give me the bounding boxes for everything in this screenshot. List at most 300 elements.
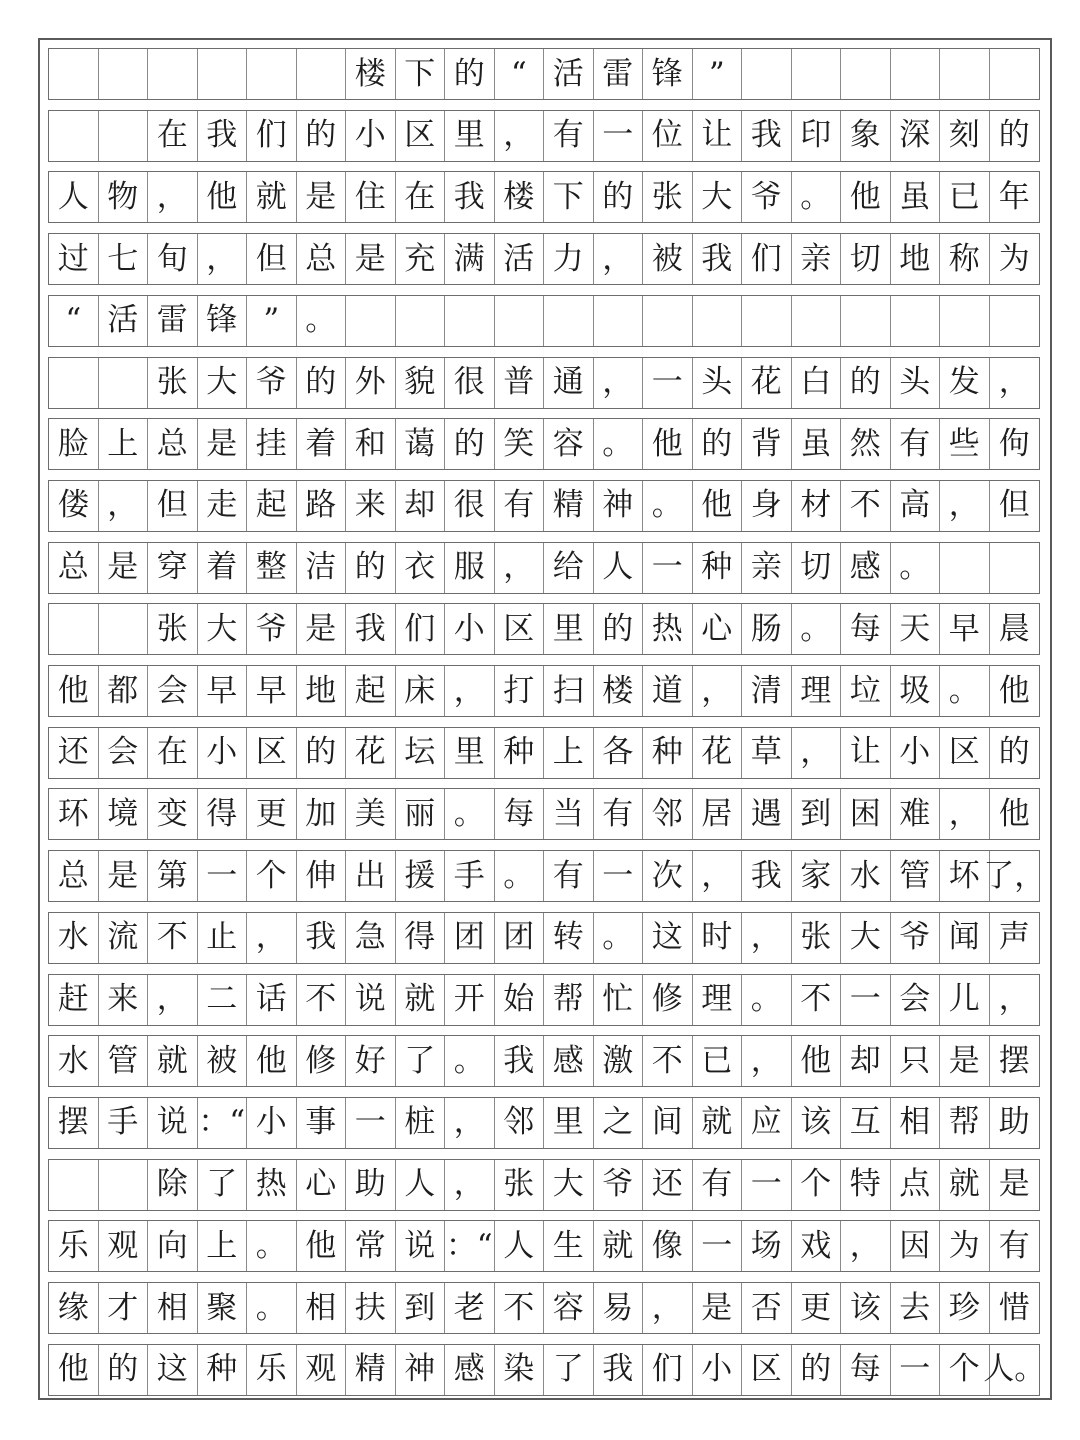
grid-cell: 相 [297, 1283, 347, 1333]
grid-cell: 他 [49, 666, 99, 716]
grid-cell: 区 [247, 728, 297, 778]
grid-cell: 有 [693, 1160, 743, 1210]
grid-cell [792, 49, 842, 99]
grid-cell: ” [693, 49, 743, 99]
grid-cell: ：“ [198, 1098, 248, 1148]
grid-cell: 遇 [742, 789, 792, 839]
grid-cell [396, 296, 446, 346]
grid-cell: 张 [643, 172, 693, 222]
grid-cell: 年 [998, 178, 1030, 215]
grid-cell: 团 [495, 913, 545, 963]
grid-cell: 水 [49, 913, 99, 963]
grid-cell: 二 [198, 975, 248, 1025]
grid-cell: 总 [49, 851, 99, 901]
grid-cell: ， [594, 358, 644, 408]
grid-cell: 背 [742, 419, 792, 469]
grid-cell: 容 [544, 419, 594, 469]
grid-cell: 每 [495, 789, 545, 839]
grid-cell: 花 [346, 728, 396, 778]
grid-cell: 区 [396, 111, 446, 161]
grid-cell [594, 296, 644, 346]
grid-cell: 楼 [346, 49, 396, 99]
grid-cell: 他 [643, 419, 693, 469]
grid-cell: 好 [346, 1036, 396, 1086]
grid-cell: ， [198, 234, 248, 284]
grid-cell [742, 296, 792, 346]
grid-cell: 流 [99, 913, 149, 963]
grid-cell: 。 [792, 172, 842, 222]
grid-cell: 是 [998, 1166, 1030, 1203]
grid-cell: 乐 [49, 1221, 99, 1271]
grid-cell: 很 [445, 358, 495, 408]
grid-cell: 到 [792, 789, 842, 839]
grid-cell: 摆 [998, 1042, 1030, 1079]
grid-cell: ， [495, 543, 545, 593]
grid-cell: 易 [594, 1283, 644, 1333]
grid-cell: 蔼 [396, 419, 446, 469]
grid-cell: 人 [49, 172, 99, 222]
grid-cell: 一 [891, 1345, 941, 1395]
grid-cell: ， [693, 851, 743, 901]
grid-cell: 聚 [198, 1283, 248, 1333]
grid-cell: 珍 [940, 1283, 990, 1333]
grid-cell: 热 [247, 1160, 297, 1210]
grid-cell: 身 [742, 481, 792, 531]
grid-cell: 外 [346, 358, 396, 408]
grid-cell: 有 [544, 111, 594, 161]
grid-cell: 之 [594, 1098, 644, 1148]
grid-cell: 虽 [792, 419, 842, 469]
grid-cell: 床 [396, 666, 446, 716]
grid-cell: 。 [495, 851, 545, 901]
grid-cell: 的 [693, 419, 743, 469]
grid-cell: 一 [841, 975, 891, 1025]
grid-cell [346, 296, 396, 346]
grid-cell: 种 [693, 543, 743, 593]
grid-cell: 境 [99, 789, 149, 839]
grid-cell: 起 [247, 481, 297, 531]
grid-cell: 着 [198, 543, 248, 593]
grid-cell: 爷 [247, 604, 297, 654]
grid-cell: 路 [297, 481, 347, 531]
grid-cell: ， [998, 364, 1030, 400]
grid-cell: 早 [940, 604, 990, 654]
grid-cell: 会 [891, 975, 941, 1025]
grid-cell: 说 [346, 975, 396, 1025]
grid-cell: 洁 [297, 543, 347, 593]
grid-cell: 笑 [495, 419, 545, 469]
grid-cell: 摆 [49, 1098, 99, 1148]
grid-cell: 普 [495, 358, 545, 408]
grid-cell: 一 [693, 1221, 743, 1271]
grid-cell: 各 [594, 728, 644, 778]
grid-cell: 困 [841, 789, 891, 839]
grid-cell: 修 [643, 975, 693, 1025]
grid-cell: 助 [346, 1160, 396, 1210]
grid-cell: 们 [396, 604, 446, 654]
grid-cell: 坛 [396, 728, 446, 778]
grid-cell [742, 49, 792, 99]
grid-cell: 就 [247, 172, 297, 222]
grid-cell: 才 [99, 1283, 149, 1333]
grid-cell: 事 [297, 1098, 347, 1148]
grid-cell [148, 49, 198, 99]
grid-cell: 就 [594, 1221, 644, 1271]
grid-cell: 满 [445, 234, 495, 284]
grid-cell: 位 [643, 111, 693, 161]
grid-cell: 楼 [495, 172, 545, 222]
grid-cell: 切 [792, 543, 842, 593]
grid-cell: 大 [693, 172, 743, 222]
grid-cell: 材 [792, 481, 842, 531]
grid-cell: 更 [247, 789, 297, 839]
grid-cell: 援 [396, 851, 446, 901]
grid-cell: 赶 [49, 975, 99, 1025]
grid-cell: 在 [148, 728, 198, 778]
grid-cell: 的 [594, 172, 644, 222]
grid-cell: ， [445, 666, 495, 716]
grid-cell: 一 [643, 543, 693, 593]
grid-cell [544, 296, 594, 346]
grid-cell [990, 543, 1040, 593]
grid-cell: 到 [396, 1283, 446, 1333]
grid-cell: 神 [594, 481, 644, 531]
grid-cell: 人 [495, 1221, 545, 1271]
grid-cell: 我 [693, 234, 743, 284]
grid-cell: 感 [841, 543, 891, 593]
grid-row [48, 171, 1040, 223]
grid-cell: 被 [643, 234, 693, 284]
grid-cell: 区 [940, 728, 990, 778]
grid-cell: 我 [742, 851, 792, 901]
grid-cell: 一 [742, 1160, 792, 1210]
grid-cell: 。 [594, 419, 644, 469]
grid-cell: 称 [940, 234, 990, 284]
grid-cell: 我 [346, 604, 396, 654]
grid-cell: 说 [148, 1098, 198, 1148]
grid-cell: 除 [148, 1160, 198, 1210]
grid-cell: 闻 [940, 913, 990, 963]
grid-cell: 修 [297, 1036, 347, 1086]
grid-cell: ” [247, 296, 297, 346]
grid-cell: 。 [891, 543, 941, 593]
grid-cell: 一 [594, 851, 644, 901]
grid-cell: “ [49, 296, 99, 346]
grid-cell: 天 [891, 604, 941, 654]
grid-cell [693, 296, 743, 346]
grid-cell: 象 [841, 111, 891, 161]
grid-cell: 是 [297, 172, 347, 222]
grid-cell: ， [148, 172, 198, 222]
grid-cell: 道 [643, 666, 693, 716]
grid-cell [495, 296, 545, 346]
grid-cell: 大 [544, 1160, 594, 1210]
grid-cell [247, 49, 297, 99]
grid-cell: 激 [594, 1036, 644, 1086]
grid-cell: 他 [297, 1221, 347, 1271]
grid-cell: 区 [742, 1345, 792, 1395]
grid-cell: 居 [693, 789, 743, 839]
grid-cell: 小 [891, 728, 941, 778]
grid-cell [49, 604, 99, 654]
grid-cell: 让 [693, 111, 743, 161]
grid-cell: 是 [940, 1036, 990, 1086]
grid-row [48, 1344, 1046, 1396]
grid-cell: 来 [346, 481, 396, 531]
grid-cell: 相 [891, 1098, 941, 1148]
grid-cell: 邻 [643, 789, 693, 839]
grid-row [48, 295, 1040, 347]
grid-cell: 有 [544, 851, 594, 901]
grid-cell: 垃 [841, 666, 891, 716]
grid-cell: ， [940, 481, 990, 531]
grid-cell: 儿 [940, 975, 990, 1025]
grid-cell: 就 [940, 1160, 990, 1210]
grid-cell: 整 [247, 543, 297, 593]
grid-cell: 七 [99, 234, 149, 284]
grid-cell: 却 [396, 481, 446, 531]
grid-cell: 还 [643, 1160, 693, 1210]
grid-cell: ， [841, 1221, 891, 1271]
grid-cell: 锋 [198, 296, 248, 346]
grid-cell: 为 [940, 1221, 990, 1271]
grid-cell: 但 [148, 481, 198, 531]
grid-cell [99, 358, 149, 408]
grid-cell: 但 [998, 487, 1030, 524]
grid-cell: 忙 [594, 975, 644, 1025]
grid-cell: 扶 [346, 1283, 396, 1333]
grid-cell: 些 [940, 419, 990, 469]
grid-cell: 们 [247, 111, 297, 161]
grid-cell: 不 [148, 913, 198, 963]
grid-cell: 理 [693, 975, 743, 1025]
grid-cell [297, 49, 347, 99]
grid-cell: 我 [594, 1345, 644, 1395]
grid-cell: 环 [49, 789, 99, 839]
grid-cell: 一 [643, 358, 693, 408]
grid-cell: 总 [148, 419, 198, 469]
grid-cell: 一 [346, 1098, 396, 1148]
grid-cell: 圾 [891, 666, 941, 716]
grid-cell: 心 [693, 604, 743, 654]
grid-cell: 地 [297, 666, 347, 716]
grid-cell: 头 [891, 358, 941, 408]
grid-cell: 他 [998, 672, 1030, 709]
grid-row [48, 480, 1040, 532]
grid-cell: 爷 [594, 1160, 644, 1210]
grid-cell: 着 [297, 419, 347, 469]
grid-cell: 偻 [49, 481, 99, 531]
grid-cell: 的 [998, 117, 1030, 154]
grid-row [48, 1220, 1040, 1272]
grid-row [48, 788, 1040, 840]
grid-cell [990, 49, 1040, 99]
grid-cell [940, 49, 990, 99]
grid-cell: 缘 [49, 1283, 99, 1333]
grid-cell: 开 [445, 975, 495, 1025]
grid-cell: 印 [792, 111, 842, 161]
grid-cell [891, 49, 941, 99]
grid-cell: ， [998, 981, 1030, 1017]
grid-cell: 清 [742, 666, 792, 716]
grid-cell [49, 111, 99, 161]
grid-cell: 总 [49, 543, 99, 593]
grid-cell: 楼 [594, 666, 644, 716]
grid-cell: 个 [940, 1345, 990, 1395]
grid-cell: 是 [346, 234, 396, 284]
grid-cell: 起 [346, 666, 396, 716]
grid-cell: 很 [445, 481, 495, 531]
grid-cell: 他 [693, 481, 743, 531]
grid-cell: 小 [198, 728, 248, 778]
grid-cell: 容 [544, 1283, 594, 1333]
grid-cell: 了， [983, 857, 1046, 894]
grid-cell: 不 [841, 481, 891, 531]
grid-cell: 们 [742, 234, 792, 284]
grid-row [48, 912, 1040, 964]
grid-cell: 活 [495, 234, 545, 284]
grid-cell: 张 [148, 604, 198, 654]
grid-cell: ， [643, 1283, 693, 1333]
grid-cell: 爷 [891, 913, 941, 963]
grid-cell: 晨 [998, 610, 1030, 647]
grid-cell: 手 [445, 851, 495, 901]
grid-cell: 急 [346, 913, 396, 963]
grid-cell: 有 [594, 789, 644, 839]
grid-cell: 第 [148, 851, 198, 901]
grid-cell: 伸 [297, 851, 347, 901]
grid-cell: 坏 [940, 851, 990, 901]
grid-cell: 的 [297, 728, 347, 778]
grid-cell: 张 [148, 358, 198, 408]
grid-cell: 是 [297, 604, 347, 654]
grid-cell: 力 [544, 234, 594, 284]
grid-cell: 下 [544, 172, 594, 222]
grid-cell: 心 [297, 1160, 347, 1210]
grid-cell [643, 296, 693, 346]
grid-cell: 该 [792, 1098, 842, 1148]
grid-cell: 在 [148, 111, 198, 161]
grid-cell: 的 [792, 1345, 842, 1395]
grid-cell [841, 296, 891, 346]
grid-cell: 团 [445, 913, 495, 963]
grid-row [48, 357, 1040, 409]
grid-cell: 否 [742, 1283, 792, 1333]
grid-cell: 刻 [940, 111, 990, 161]
grid-cell: 花 [742, 358, 792, 408]
grid-cell: 种 [198, 1345, 248, 1395]
grid-cell: 不 [643, 1036, 693, 1086]
grid-cell: 张 [792, 913, 842, 963]
grid-cell: 我 [445, 172, 495, 222]
grid-row [48, 1035, 1040, 1087]
grid-cell: 出 [346, 851, 396, 901]
grid-cell: 这 [643, 913, 693, 963]
grid-row [48, 233, 1040, 285]
grid-cell: 声 [998, 919, 1030, 956]
grid-cell: 个 [792, 1160, 842, 1210]
grid-cell: 惜 [998, 1289, 1030, 1326]
grid-cell: 总 [297, 234, 347, 284]
grid-cell: 为 [998, 240, 1030, 277]
grid-cell: 我 [198, 111, 248, 161]
grid-cell: 但 [247, 234, 297, 284]
grid-cell: 会 [148, 666, 198, 716]
grid-cell: 的 [99, 1345, 149, 1395]
grid-cell: 脸 [49, 419, 99, 469]
grid-cell [841, 49, 891, 99]
grid-cell: 让 [841, 728, 891, 778]
grid-cell: 。 [445, 789, 495, 839]
grid-cell: 头 [693, 358, 743, 408]
grid-cell: 小 [247, 1098, 297, 1148]
grid-cell: 时 [693, 913, 743, 963]
grid-cell: 热 [643, 604, 693, 654]
grid-cell [891, 296, 941, 346]
grid-cell: 不 [495, 1283, 545, 1333]
grid-cell: 桩 [396, 1098, 446, 1148]
grid-cell: 虽 [891, 172, 941, 222]
grid-cell: 美 [346, 789, 396, 839]
grid-row [48, 1097, 1040, 1149]
grid-cell: 还 [49, 728, 99, 778]
grid-cell: 下 [396, 49, 446, 99]
grid-cell [99, 1160, 149, 1210]
grid-cell: 一 [198, 851, 248, 901]
grid-cell: 是 [198, 419, 248, 469]
grid-cell: 因 [891, 1221, 941, 1271]
grid-cell: 了 [198, 1160, 248, 1210]
grid-cell: 穿 [148, 543, 198, 593]
grid-cell: 像 [643, 1221, 693, 1271]
grid-cell: 得 [396, 913, 446, 963]
grid-cell: 都 [99, 666, 149, 716]
grid-row [48, 727, 1040, 779]
grid-cell: 理 [792, 666, 842, 716]
grid-cell [198, 49, 248, 99]
grid-cell: 的 [297, 111, 347, 161]
grid-cell: 我 [495, 1036, 545, 1086]
grid-cell: 有 [998, 1227, 1030, 1264]
grid-cell: 难 [891, 789, 941, 839]
grid-cell: 他 [792, 1036, 842, 1086]
grid-cell: 点 [891, 1160, 941, 1210]
grid-cell: 应 [742, 1098, 792, 1148]
grid-cell: 手 [99, 1098, 149, 1148]
grid-cell: 。 [297, 296, 347, 346]
grid-cell: 旬 [148, 234, 198, 284]
grid-cell: 扫 [544, 666, 594, 716]
grid-cell: 已 [940, 172, 990, 222]
grid-cell: 就 [396, 975, 446, 1025]
grid-cell: 住 [346, 172, 396, 222]
grid-cell: 话 [247, 975, 297, 1025]
grid-cell: 有 [495, 481, 545, 531]
grid-row [48, 418, 1040, 470]
grid-cell: 爷 [247, 358, 297, 408]
grid-cell: 早 [198, 666, 248, 716]
grid-cell: 里 [544, 1098, 594, 1148]
grid-cell: 当 [544, 789, 594, 839]
grid-cell: 说 [396, 1221, 446, 1271]
grid-cell: 亲 [742, 543, 792, 593]
grid-cell: 更 [792, 1283, 842, 1333]
grid-cell: 打 [495, 666, 545, 716]
grid-cell: 戏 [792, 1221, 842, 1271]
grid-cell: 在 [396, 172, 446, 222]
grid-cell: 常 [346, 1221, 396, 1271]
grid-cell: “ [495, 49, 545, 99]
